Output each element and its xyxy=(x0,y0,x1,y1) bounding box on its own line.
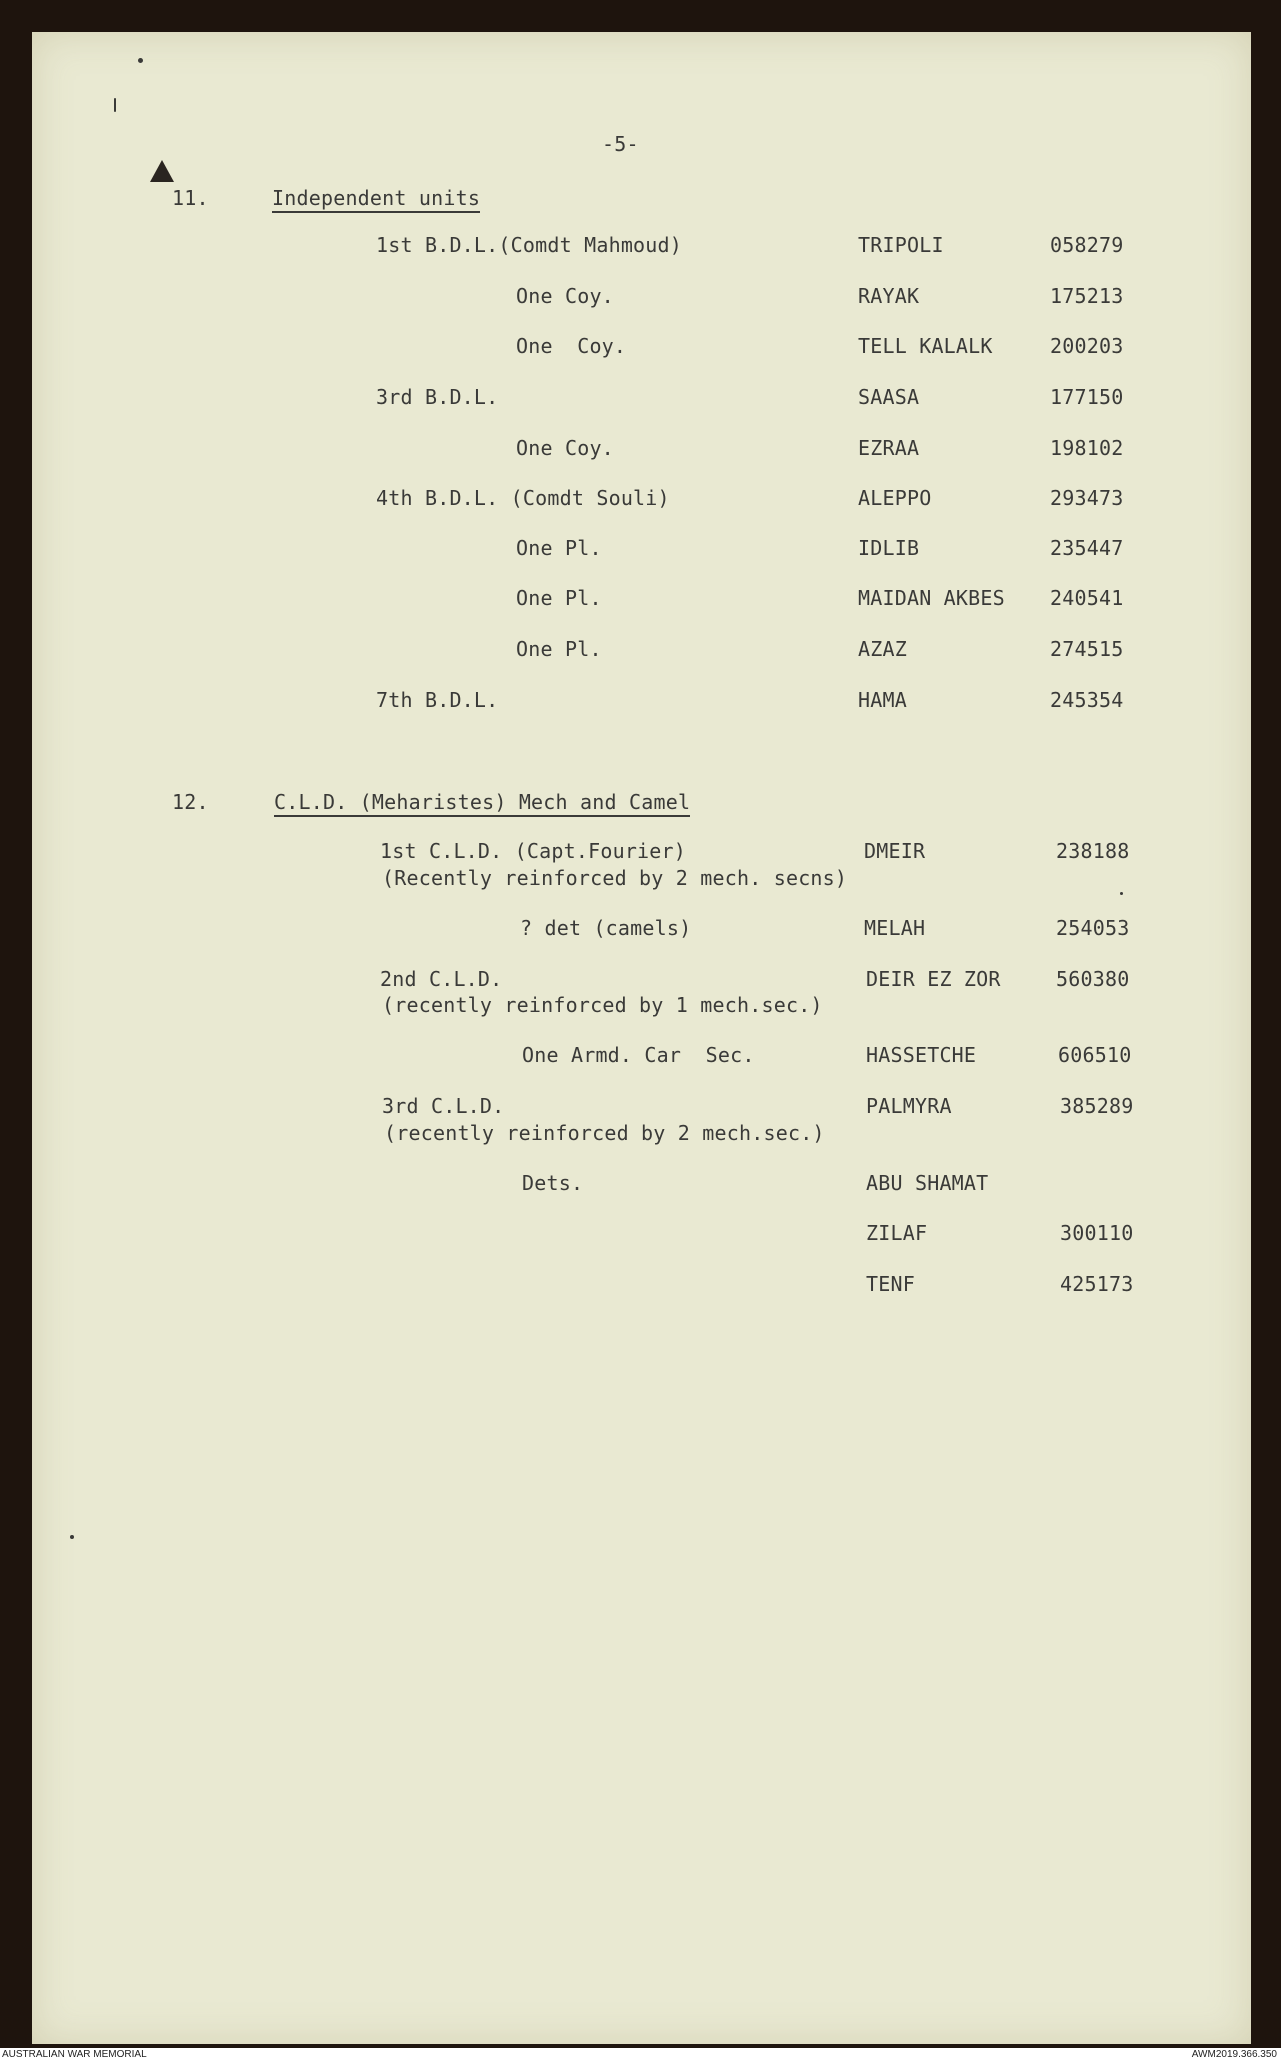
grid-reference: 300110 xyxy=(1060,1221,1134,1245)
page-number: -5- xyxy=(602,132,639,156)
grid-reference: 240541 xyxy=(1050,586,1124,610)
grid-reference: 175213 xyxy=(1050,284,1124,308)
location: DMEIR xyxy=(864,839,926,863)
unit-note: (recently reinforced by 2 mech.sec.) xyxy=(384,1121,825,1145)
location: TRIPOLI xyxy=(858,233,944,257)
unit-note: (Recently reinforced by 2 mech. secns) xyxy=(382,866,848,890)
grid-reference: 274515 xyxy=(1050,637,1124,661)
location: PALMYRA xyxy=(866,1094,952,1118)
grid-reference: 245354 xyxy=(1050,688,1124,712)
unit-name: 7th B.D.L. xyxy=(376,688,499,712)
unit-name: 3rd C.L.D. xyxy=(382,1094,505,1118)
unit-name: One Armd. Car Sec. xyxy=(522,1043,755,1067)
grid-reference: 385289 xyxy=(1060,1094,1134,1118)
grid-reference: 560380 xyxy=(1056,967,1130,991)
location: HAMA xyxy=(858,688,907,712)
unit-name: 3rd B.D.L. xyxy=(376,385,499,409)
grid-reference: 425173 xyxy=(1060,1272,1134,1296)
unit-name: ? det (camels) xyxy=(520,916,692,940)
location: DEIR EZ ZOR xyxy=(866,967,1001,991)
location: MELAH xyxy=(864,916,926,940)
punch-hole xyxy=(150,160,174,182)
location: SAASA xyxy=(858,385,920,409)
unit-name: 1st B.D.L.(Comdt Mahmoud) xyxy=(376,233,683,257)
location: MAIDAN AKBES xyxy=(858,586,1005,610)
footer-strip xyxy=(0,2048,1281,2061)
footer-institution: AUSTRALIAN WAR MEMORIAL xyxy=(2,2049,147,2060)
location: EZRAA xyxy=(858,436,920,460)
location: ZILAF xyxy=(866,1221,928,1245)
grid-reference: 293473 xyxy=(1050,486,1124,510)
location: IDLIB xyxy=(858,536,920,560)
location: ABU SHAMAT xyxy=(866,1171,989,1195)
location: TENF xyxy=(866,1272,915,1296)
section-number: 11. xyxy=(172,186,209,210)
ink-speck xyxy=(70,1535,74,1539)
section-heading: Independent units xyxy=(272,186,480,213)
unit-name: One Pl. xyxy=(516,637,602,661)
footer-accession-number: AWM2019.366.350 xyxy=(1191,2049,1277,2060)
ink-speck xyxy=(138,58,143,63)
grid-reference: 177150 xyxy=(1050,385,1124,409)
location: RAYAK xyxy=(858,284,920,308)
location: HASSETCHE xyxy=(866,1043,977,1067)
grid-reference: 254053 xyxy=(1056,916,1130,940)
location: TELL KALALK xyxy=(858,334,993,358)
grid-reference: 200203 xyxy=(1050,334,1124,358)
grid-reference: 606510 xyxy=(1058,1043,1132,1067)
location: ALEPPO xyxy=(858,486,932,510)
unit-name: One Coy. xyxy=(516,436,614,460)
location: AZAZ xyxy=(858,637,907,661)
ink-speck xyxy=(1120,892,1123,895)
grid-reference: 235447 xyxy=(1050,536,1124,560)
unit-name: One Pl. xyxy=(516,536,602,560)
unit-name: 1st C.L.D. (Capt.Fourier) xyxy=(380,839,687,863)
section-number: 12. xyxy=(172,790,209,814)
grid-reference: 058279 xyxy=(1050,233,1124,257)
unit-name: 2nd C.L.D. xyxy=(380,967,503,991)
ink-speck xyxy=(114,98,116,112)
unit-name: Dets. xyxy=(522,1171,584,1195)
unit-name: One Coy. xyxy=(516,284,614,308)
grid-reference: 198102 xyxy=(1050,436,1124,460)
unit-name: One Pl. xyxy=(516,586,602,610)
grid-reference: 238188 xyxy=(1056,839,1130,863)
section-heading: C.L.D. (Meharistes) Mech and Camel xyxy=(274,790,690,817)
unit-note: (recently reinforced by 1 mech.sec.) xyxy=(382,993,823,1017)
unit-name: 4th B.D.L. (Comdt Souli) xyxy=(376,486,670,510)
unit-name: One Coy. xyxy=(516,334,627,358)
